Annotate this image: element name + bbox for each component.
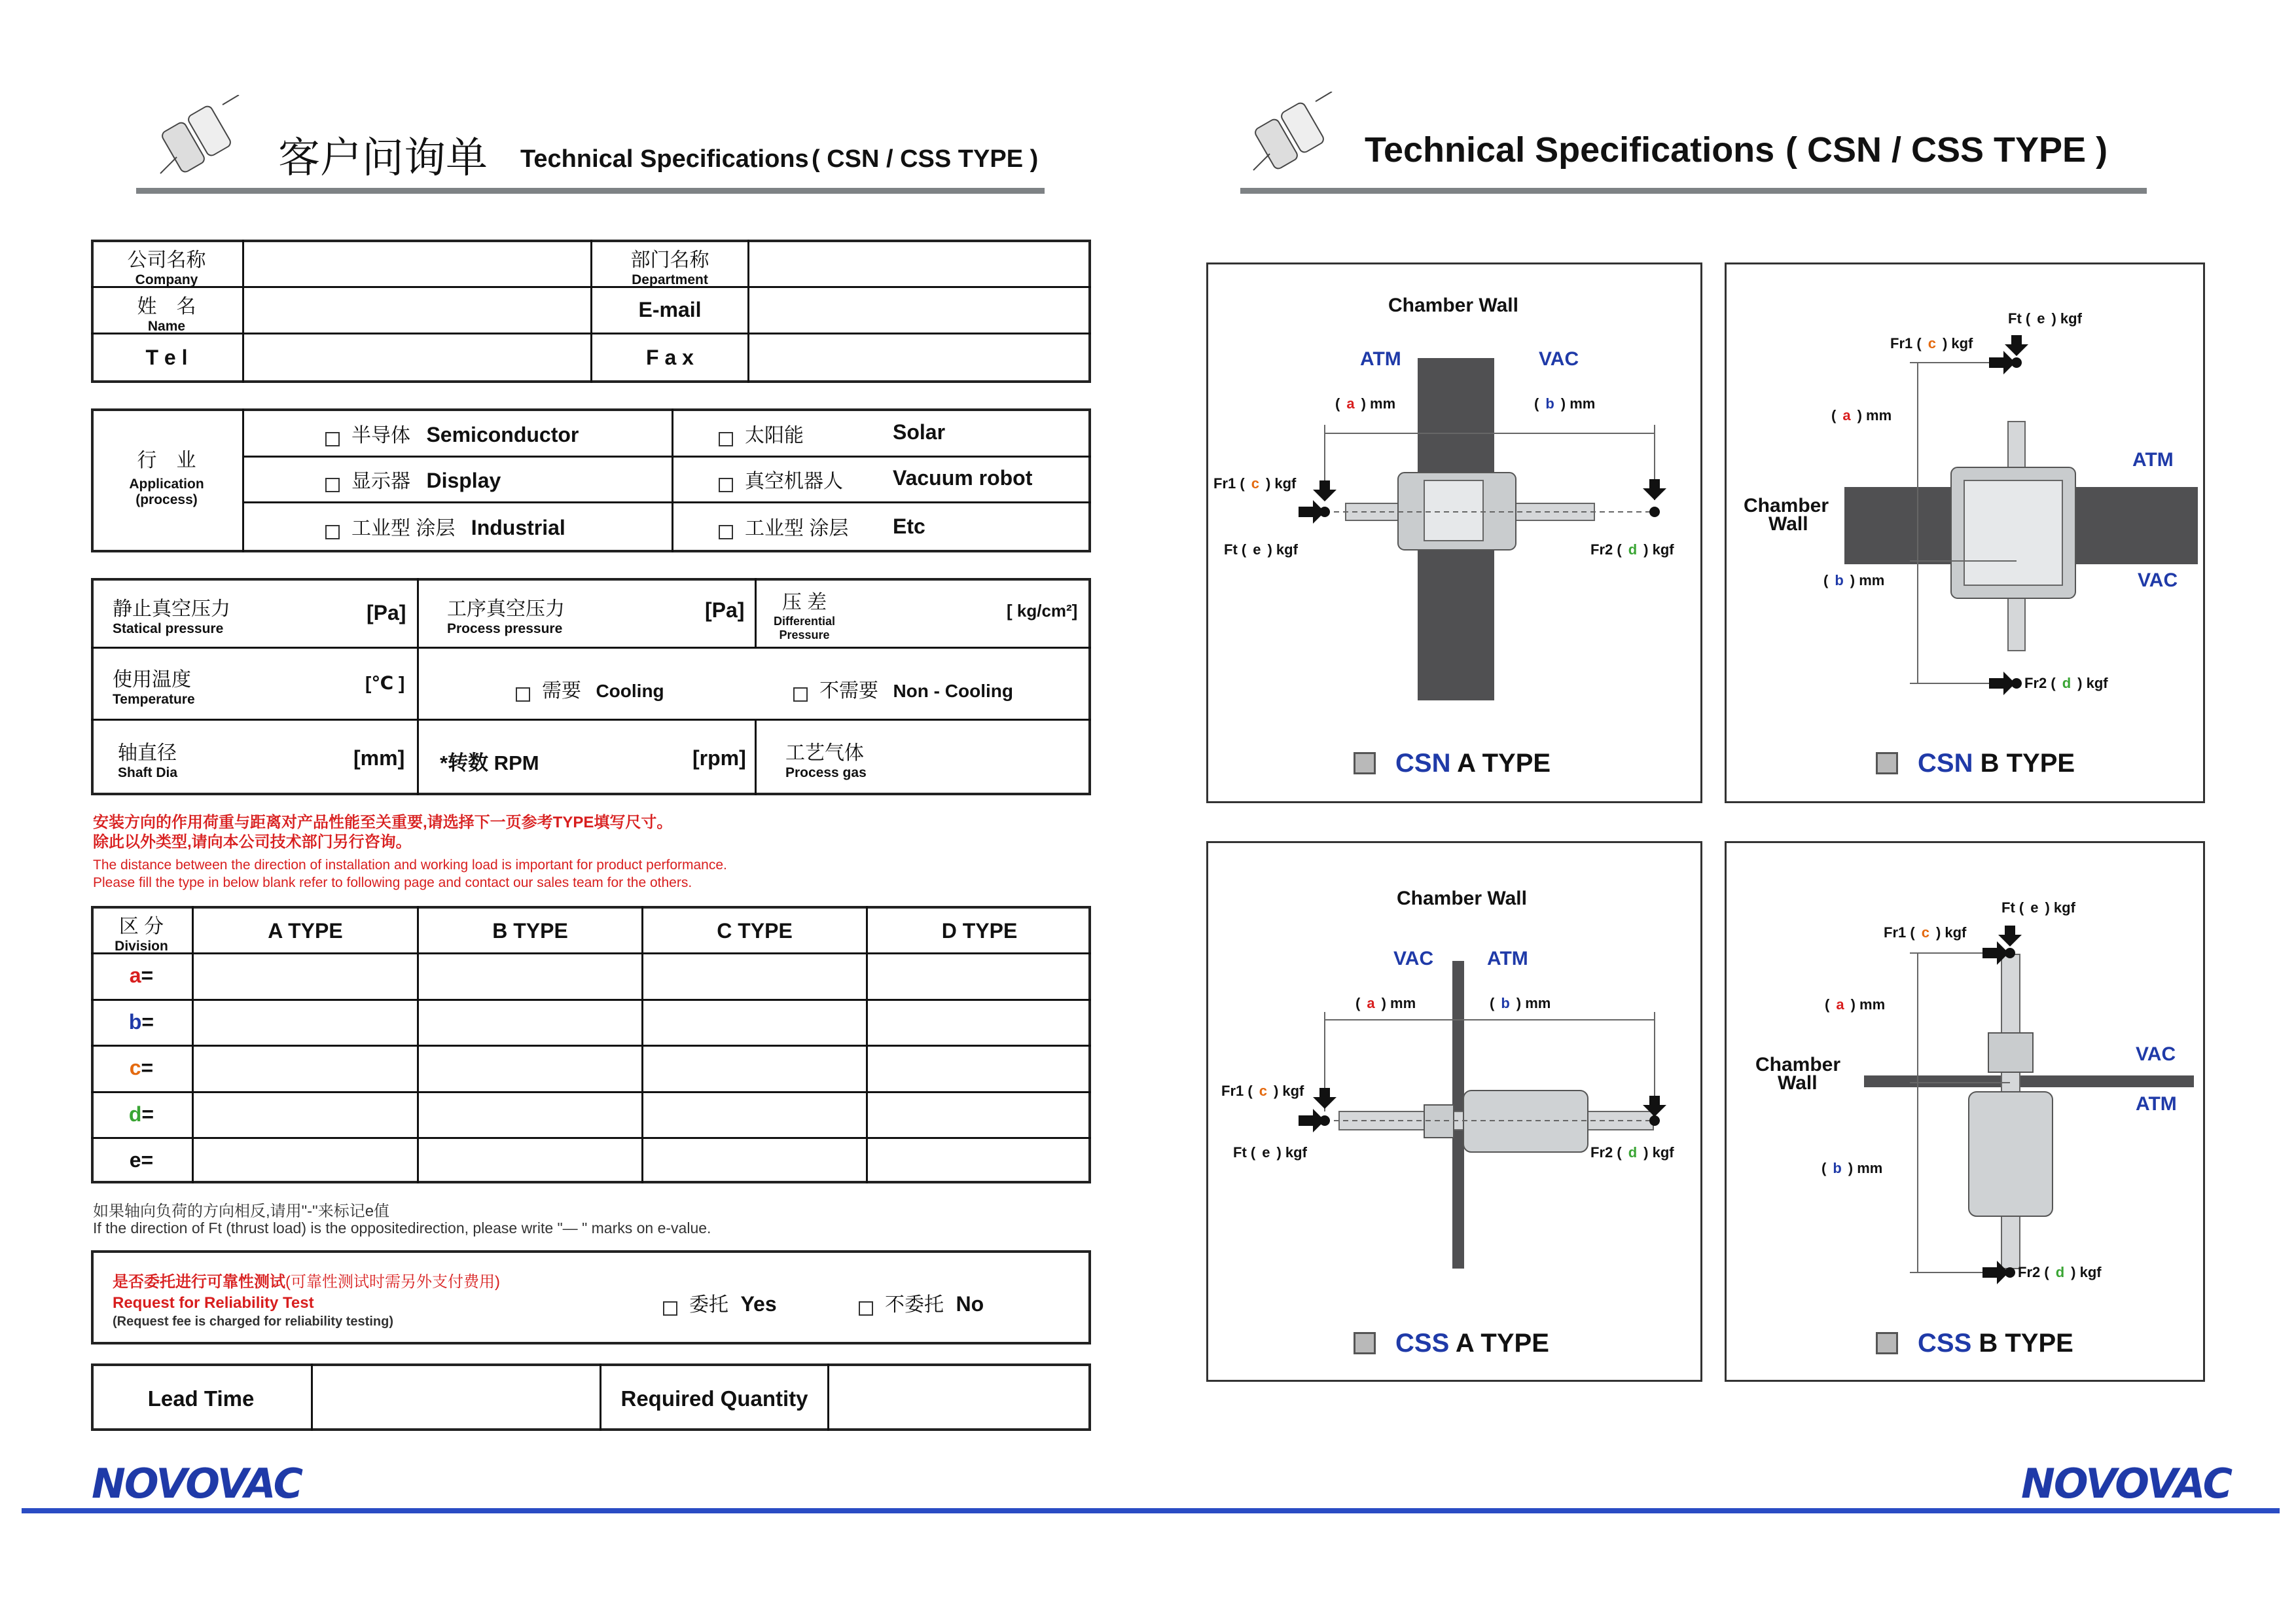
- checkbox[interactable]: [325, 478, 340, 492]
- diff-pressure-en1: Differential: [774, 615, 836, 628]
- process-pressure-en: Process pressure: [447, 621, 563, 636]
- fr2-label: Fr2 ( d ) kgf: [1590, 541, 1674, 558]
- reliability-cn: 是否委托进行可靠性测试: [113, 1273, 285, 1291]
- dim-b-label: ( b ) mm: [1821, 1160, 1883, 1176]
- reliability-en: Request for Reliability Test: [113, 1294, 314, 1312]
- fr2-label: Fr2 ( d ) kgf: [2018, 1264, 2102, 1280]
- option-no[interactable]: 不委托 No: [859, 1288, 984, 1317]
- diff-pressure-en2: Pressure: [779, 628, 830, 641]
- name-field[interactable]: [244, 288, 590, 333]
- diff-pressure-unit: [ kg/cm²]: [1007, 601, 1078, 621]
- checkbox[interactable]: [325, 525, 340, 539]
- checkbox[interactable]: [1354, 1332, 1376, 1354]
- left-title-cn: 客户问询单: [278, 134, 488, 181]
- vac-label: VAC: [2136, 1043, 2176, 1065]
- chamber-label: Chamber: [1755, 1054, 1841, 1075]
- col-b-type: B TYPE: [492, 919, 568, 943]
- process-pressure-unit: [Pa]: [705, 598, 745, 622]
- fr1-label: Fr1 ( c ) kgf: [1890, 335, 1973, 352]
- email-field[interactable]: [749, 288, 1088, 333]
- dim-b-label: ( b ) mm: [1823, 572, 1885, 588]
- checkbox[interactable]: [1876, 752, 1898, 774]
- department-label-en: Department: [632, 272, 708, 287]
- dim-a-label: ( a ) mm: [1355, 995, 1416, 1011]
- checkbox[interactable]: [859, 1301, 873, 1316]
- required-quantity-label: Required Quantity: [620, 1386, 808, 1411]
- shaft-dia-cn: 轴直径: [118, 742, 177, 764]
- chamber-wall-label: Chamber Wall: [1397, 888, 1527, 909]
- shaft-dia-unit: [mm]: [353, 746, 405, 770]
- panel-csn-b-type: [1725, 262, 2205, 803]
- ft-label: Ft ( e ) kgf: [1233, 1144, 1307, 1161]
- application-label-cn: 行 业: [137, 450, 196, 471]
- panel-css-b-type: [1725, 841, 2205, 1382]
- panel-label-css-a: CSS A TYPE: [1354, 1329, 1549, 1358]
- ft-label: Ft ( e ) kgf: [2001, 899, 2075, 916]
- left-title-type: ( CSN / CSS TYPE ): [812, 145, 1039, 173]
- division-cn: 区 分: [118, 916, 164, 937]
- reliability-cn-sub: (可靠性测试时需另外支付费用): [285, 1273, 500, 1291]
- left-title-en: Technical Specifications: [520, 145, 809, 173]
- css-a-device: [1208, 843, 1704, 1384]
- temperature-en: Temperature: [113, 692, 195, 707]
- option-semiconductor[interactable]: 半导体 Semiconductor: [325, 419, 579, 448]
- dim-b-label: ( b ) mm: [1490, 995, 1551, 1011]
- checkbox[interactable]: [1876, 1332, 1898, 1354]
- notice-en-2: Please fill the type in below blank refer to following page and contact our sales team for the others.: [93, 875, 692, 890]
- css-b-device: [1727, 843, 2207, 1384]
- panel-csn-a-type: [1206, 262, 1702, 803]
- atm-label: ATM: [1487, 948, 1528, 969]
- application-label-en2: (process): [135, 492, 198, 507]
- name-label-cn: 姓 名: [137, 296, 196, 317]
- division-en: Division: [115, 939, 168, 954]
- static-pressure-unit: [Pa]: [367, 601, 406, 624]
- fax-field[interactable]: [749, 334, 1088, 380]
- direction-note-en: If the direction of Ft (thrust load) is the oppositedirection, please write "— " marks on e-value.: [93, 1219, 711, 1236]
- checkbox[interactable]: [793, 687, 808, 702]
- row-c-label: c=: [129, 1056, 154, 1079]
- company-field[interactable]: [244, 242, 590, 286]
- tel-label: T e l: [145, 346, 188, 369]
- temperature-unit: [℃ ]: [365, 673, 405, 693]
- option-vacuum-robot[interactable]: 真空机器人 Vacuum robot: [719, 465, 843, 494]
- footer-rule: [22, 1508, 2280, 1513]
- checkbox[interactable]: [719, 525, 733, 539]
- dim-a-label: ( a ) mm: [1831, 407, 1892, 424]
- checkbox[interactable]: [719, 432, 733, 446]
- fr2-label: Fr2 ( d ) kgf: [2024, 675, 2108, 691]
- col-a-type: A TYPE: [268, 919, 343, 943]
- checkbox[interactable]: [516, 687, 530, 702]
- option-display[interactable]: 显示器 Display: [325, 465, 501, 494]
- atm-label: ATM: [1360, 348, 1401, 370]
- email-label: E-mail: [638, 298, 702, 321]
- department-field[interactable]: [749, 242, 1088, 286]
- notice-cn-1: 安装方向的作用荷重与距离对产品性能至关重要,请选择下一页参考TYPE填写尺寸。: [93, 814, 673, 831]
- right-title-type: ( CSN / CSS TYPE ): [1785, 130, 2108, 170]
- option-solar[interactable]: 太阳能 Solar: [719, 419, 804, 448]
- process-gas-en: Process gas: [785, 765, 867, 780]
- right-header-icon: [1250, 92, 1348, 183]
- ft-label: Ft ( e ) kgf: [2008, 310, 2082, 327]
- panel-label-css-b: CSS B TYPE: [1876, 1329, 2073, 1358]
- department-label-cn: 部门名称: [630, 249, 709, 271]
- company-label-en: Company: [135, 272, 198, 287]
- dim-a-label: ( a ) mm: [1335, 395, 1396, 412]
- right-header-rule: [1240, 188, 2147, 194]
- wall-label: Wall: [1768, 513, 1808, 535]
- wall-label: Wall: [1778, 1072, 1818, 1094]
- fr1-label: Fr1 ( c ) kgf: [1221, 1083, 1304, 1099]
- vac-label: VAC: [2138, 569, 2178, 591]
- vac-label: VAC: [1539, 348, 1579, 370]
- notice-en-1: The distance between the direction of installation and working load is important for product performance.: [93, 857, 727, 873]
- atm-label: ATM: [2132, 449, 2174, 471]
- temperature-cn: 使用温度: [113, 669, 191, 691]
- lead-time-field[interactable]: [313, 1366, 600, 1428]
- panel-label-csn-b: CSN B TYPE: [1876, 749, 2075, 778]
- csn-a-device: [1208, 264, 1704, 805]
- row-e-label: e=: [129, 1148, 154, 1172]
- direction-note-cn: 如果轴向负荷的方向相反,请用"-"来标记e值: [93, 1202, 390, 1220]
- fax-label: F a x: [646, 346, 694, 369]
- row-d-label: d=: [128, 1102, 154, 1126]
- chamber-wall-label: Chamber Wall: [1388, 295, 1518, 316]
- option-cooling[interactable]: 需要 Cooling: [516, 674, 664, 703]
- static-pressure-cn: 静止真空压力: [113, 598, 230, 620]
- option-industrial[interactable]: 工业型 涂层 Industrial: [325, 512, 565, 541]
- checkbox[interactable]: [663, 1301, 677, 1316]
- col-c-type: C TYPE: [717, 919, 793, 943]
- left-header-rule: [136, 188, 1045, 194]
- col-d-type: D TYPE: [941, 919, 1018, 943]
- rpm-unit: [rpm]: [692, 746, 746, 770]
- fr1-label: Fr1 ( c ) kgf: [1884, 924, 1967, 941]
- process-pressure-cn: 工序真空压力: [447, 598, 565, 620]
- company-label-cn: 公司名称: [127, 249, 206, 271]
- static-pressure-en: Statical pressure: [113, 621, 224, 636]
- fr1-label: Fr1 ( c ) kgf: [1213, 475, 1297, 492]
- vac-label: VAC: [1393, 948, 1434, 969]
- row-b-label: b=: [128, 1010, 154, 1034]
- option-etc[interactable]: 工业型 涂层 Etc: [719, 512, 848, 541]
- panel-label-csn-a: CSN A TYPE: [1354, 749, 1551, 778]
- notice-cn-2: 除此以外类型,请向本公司技术部门另行咨询。: [93, 833, 412, 851]
- checkbox[interactable]: [325, 432, 340, 446]
- tel-field[interactable]: [244, 334, 590, 380]
- fr2-label: Fr2 ( d ) kgf: [1590, 1144, 1674, 1161]
- ft-label: Ft ( e ) kgf: [1224, 541, 1298, 558]
- dim-a-label: ( a ) mm: [1825, 996, 1886, 1013]
- name-label-en: Name: [147, 319, 186, 334]
- process-gas-cn: 工艺气体: [785, 742, 864, 764]
- atm-label: ATM: [2136, 1093, 2177, 1115]
- row-a-label: a=: [129, 964, 154, 987]
- checkbox[interactable]: [1354, 752, 1376, 774]
- application-label-en: Application: [129, 477, 204, 492]
- right-title-en: Technical Specifications: [1365, 130, 1775, 170]
- left-header-icon: [157, 95, 255, 187]
- checkbox[interactable]: [719, 478, 733, 492]
- brand-logo-right: NOVOVAC: [2021, 1460, 2232, 1507]
- panel-css-a-type: [1206, 841, 1702, 1382]
- option-yes[interactable]: 委托 Yes: [663, 1288, 777, 1317]
- option-non-cooling[interactable]: 不需要 Non - Cooling: [793, 674, 1013, 703]
- diff-pressure-cn: 压 差: [781, 592, 827, 613]
- shaft-dia-en: Shaft Dia: [118, 765, 178, 780]
- lead-time-label: Lead Time: [147, 1386, 255, 1411]
- chamber-label: Chamber: [1744, 495, 1829, 516]
- rpm-label: *转数 RPM: [440, 751, 539, 774]
- dim-b-label: ( b ) mm: [1534, 395, 1596, 412]
- reliability-en-sub: (Request fee is charged for reliability testing): [113, 1314, 393, 1329]
- required-quantity-field[interactable]: [829, 1366, 1088, 1428]
- brand-logo-left: NOVOVAC: [92, 1460, 302, 1507]
